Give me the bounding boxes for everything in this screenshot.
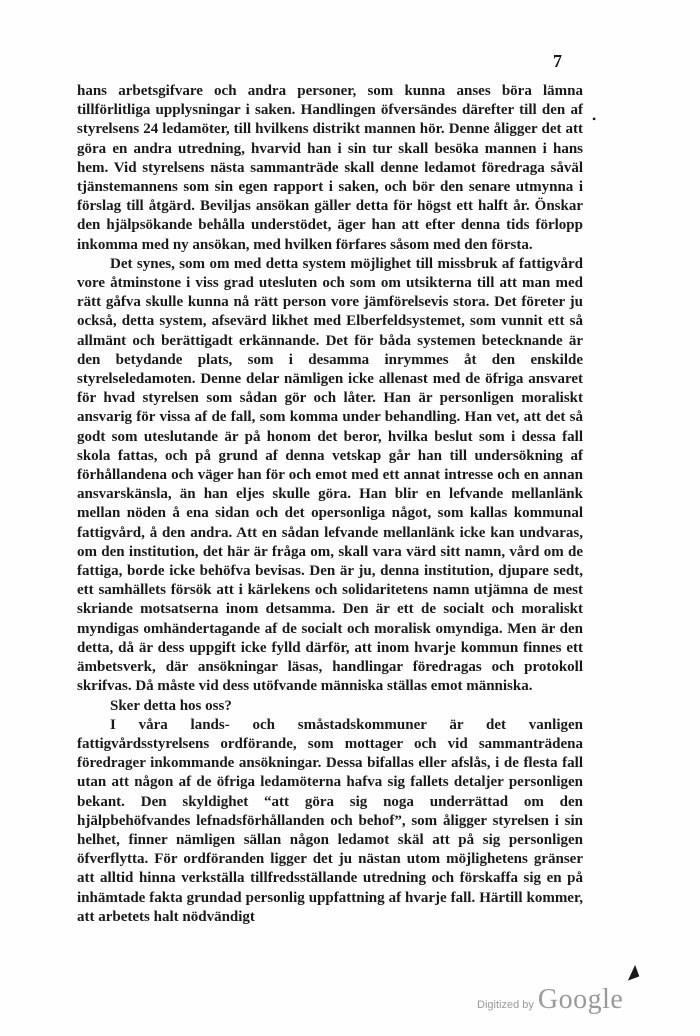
paragraph-2: Det synes, som om med detta system möjlighet till missbruk af fattigvård vore åtminstone i viss grad utesluten och som om utsikterna till att man med rätt gåfva skulle kunna nå rätt person vore jämförelsevis stora. Det företer ju också, detta system, afsevärd likhet med Elberfeldsystemet, som vunnit ett så allmänt och berättigadt erkännande. Det för båda systemen betecknande är den betydande plats, som i desamma inrymmes åt den enskilde styrelseledamoten. Denne delar nämligen icke allenast med de öfriga ansvaret för hvad styrelsen som sådan gör och låter. Han är personligen moraliskt ansvarig för vissa af de fall, som komma under behandling. Han vet, att det så godt som uteslutande är på honom det beror, hvilka beslut som i dessa fall skola fattas, och på grund af denna vetskap går han till undersökning af förhållandena och väger han för och emot med ett annat intresse och en annan ansvarskänsla, än han eljes skulle göra. Han blir en lefvande mellanlänk mellan nöden å ena sidan och det opersonliga något, som kallas kommunal fattigvård, å den andra. Att en sådan lefvande mellanlänk icke kan undvaras, om den institution, det här är fråga om, skall vara värd sitt namn, vård om de fattiga, borde icke behöfva bevisas. Den är ju, denna institution, djupare sedt, ett samhällets försök att i kärlekens och solidaritetens namn utjämna de mest skriande motsatserna inom detsamma. Den är ett de socialt och moraliskt myndigas omhändertagande af de socialt och moralisk omyndiga. Men är den detta, då är dess uppgift icke fylld därför, att inom hvarje kommun finnes ett ämbetsverk, där ansökningar läsas, handlingar föredragas och protokoll skrifvas. Då måste vid dess utöfvande människa ställas emot människa. (77, 255, 583, 695)
digitization-watermark (477, 984, 623, 1016)
paragraph-3: Sker detta hos oss? (110, 697, 232, 714)
margin-mark: • (592, 112, 597, 126)
scan-corner-mark: ◢ (622, 962, 641, 983)
body-text (77, 82, 583, 927)
watermark-brand: Google (537, 984, 624, 1015)
paragraph-1: hans arbetsgifvare och andra personer, som kunna anses böra lämna tillförlitliga upplysningar i saken. Handlingen öfversändes därefter till den af styrelsens 24 ledamöter, till hvilkens distrikt mannen hör. Denne åligger det att göra en andra utredning, hvarvid han i sin tur skall besöka mannen i hans hem. Vid styrelsens nästa sammanträde skall denne ledamot föredraga såväl tjänstemannens som sin egen rapport i saken, och bör den senare utmynna i förslag till åtgärd. Beviljas ansökan gäller detta för högst ett halft år. Önskar den hjälpsökande behålla understödet, äger han att efter denna tids förlopp inkomma med ny ansökan, med hvilken förfares såsom med den första. (77, 83, 583, 253)
page-number: 7 (553, 51, 562, 71)
watermark-prefix: Digitized by (477, 999, 534, 1011)
paragraph-4: I våra lands- och småstadskommuner är det vanligen fattigvårdsstyrelsens ordförande, som mottager och vid sammanträdena föredrager inkommande ansökningar. Dessa bifallas eller afslås, i de flesta fall utan att någon af de öfriga ledamöterna hafva sig fallets detaljer personligen bekant. Den skyldighet “att göra sig noga underrättad om den hjälpbehöfvandes lefnadsförhållanden och behof”, som åligger styrelsen i sin helhet, finner nämligen sällan någon ledamot skäl att på sig personligen öfverflytta. För ordföranden ligger det ju nästan utom möjlighetens gränser att alltid hinna verkställa tillfredsställande utredning och förskaffa sig en på inhämtade fakta grundad personlig uppfattning af hvarje fall. Härtill kommer, att arbetets halt nödvändigt (77, 716, 583, 925)
